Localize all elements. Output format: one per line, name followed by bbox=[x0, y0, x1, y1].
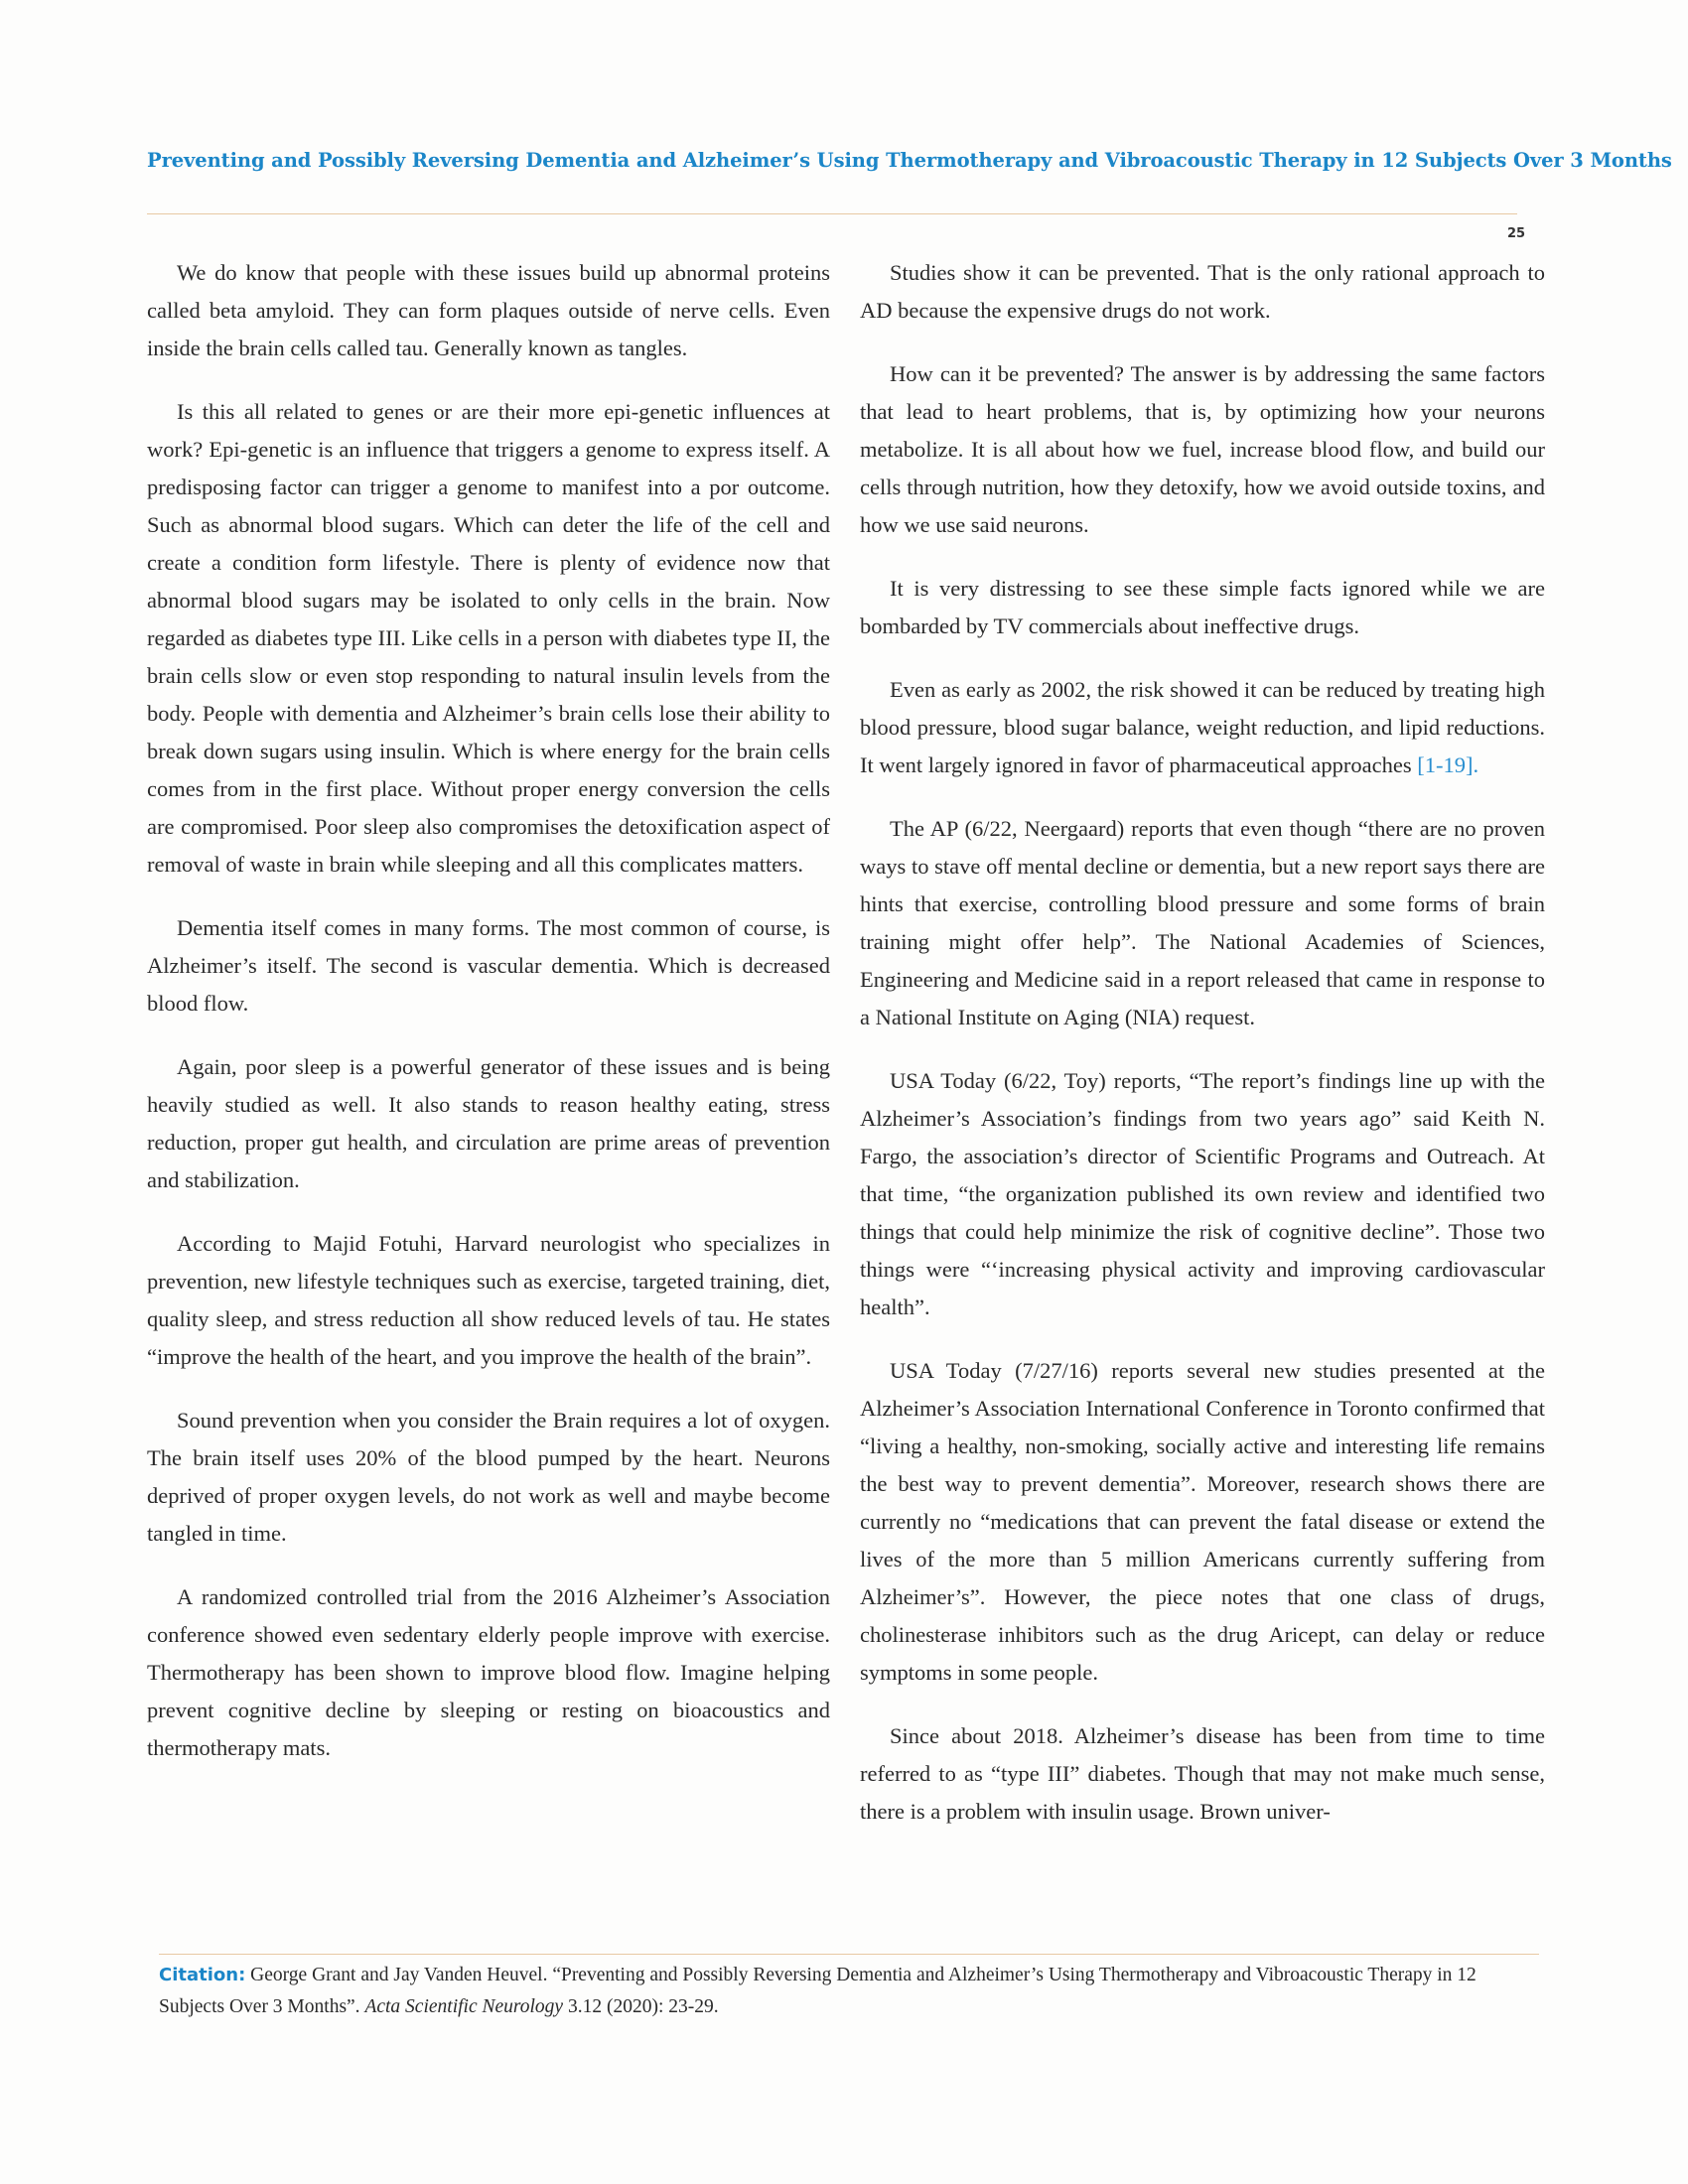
citation-text: George Grant and Jay Vanden Heuvel. “Preventing and Possibly Reversing Dementia and Alzheimer’s Using Thermotherapy and Vibroacoustic Therapy in 12 Subjects Over 3 Months”. bbox=[159, 1965, 1477, 2017]
reference-link[interactable]: [1-19]. bbox=[1417, 752, 1479, 777]
right-column bbox=[860, 254, 1545, 1856]
body-paragraph: USA Today (7/27/16) reports several new studies presented at the Alzheimer’s Association International Conference in Toronto confirmed that “living a healthy, non-smoking, socially active and interesting life remains the best way to prevent dementia”. Moreover, research shows there are currently no “medications that can prevent the fatal disease or extend the lives of the more than 5 million Americans currently suffering from Alzheimer’s”. However, the piece notes that one class of drugs, cholinesterase inhibitors such as the drug Aricept, can delay or reduce symptoms in some people. bbox=[860, 1358, 1545, 1685]
body-paragraph: Studies show it can be prevented. That is the only rational approach to AD because the expensive drugs do not work. bbox=[860, 260, 1545, 323]
body-paragraph: It is very distressing to see these simple facts ignored while we are bombarded by TV commercials about ineffective drugs. bbox=[860, 576, 1545, 638]
citation bbox=[159, 1960, 1539, 2023]
running-header-title: Preventing and Possibly Reversing Dementia and Alzheimer’s Using Thermotherapy and Vibroacoustic Therapy in 12 Subjects Over 3 Months bbox=[147, 149, 1672, 172]
header-divider bbox=[147, 213, 1517, 214]
paragraph-text: Even as early as 2002, the risk showed it can be reduced by treating high blood pressure, blood sugar balance, weight reduction, and lipid reductions. It went largely ignored in favor of pharmaceutical approaches bbox=[860, 677, 1545, 777]
body-paragraph bbox=[860, 671, 1545, 784]
body-paragraph: A randomized controlled trial from the 2016 Alzheimer’s Association conference showed even sedentary elderly people improve with exercise. Thermotherapy has been shown to improve blood flow. Imagine helping prevent cognitive decline by sleeping or resting on bioacoustics and thermotherapy mats. bbox=[147, 1584, 830, 1760]
body-paragraph: How can it be prevented? The answer is by addressing the same factors that lead to heart problems, that is, by optimizing how your neurons metabolize. It is all about how we fuel, increase blood flow, and build our cells through nutrition, how they detoxify, how we avoid outside toxins, and how we use said neurons. bbox=[860, 361, 1545, 537]
body-paragraph: Since about 2018. Alzheimer’s disease has been from time to time referred to as “type III” diabetes. Though that may not make much sense, there is a problem with insulin usage. Brown univer- bbox=[860, 1723, 1545, 1824]
body-paragraph: Again, poor sleep is a powerful generator of these issues and is being heavily studied as well. It also stands to reason healthy eating, stress reduction, proper gut health, and circulation are prime areas of prevention and stabilization. bbox=[147, 1054, 830, 1192]
citation-details: 3.12 (2020): 23-29. bbox=[563, 1996, 719, 2017]
citation-journal: Acta Scientific Neurology bbox=[364, 1996, 564, 2017]
body-paragraph: Is this all related to genes or are their more epi-genetic influences at work? Epi-genetic is an influence that triggers a genome to express itself. A predisposing factor can trigger a genome to manifest into a por outcome. Such as abnormal blood sugars. Which can deter the life of the cell and create a condition form lifestyle. There is plenty of evidence now that abnormal blood sugars may be isolated to only cells in the brain. Now regarded as diabetes type III. Like cells in a person with diabetes type II, the brain cells slow or even stop responding to natural insulin levels from the body. People with dementia and Alzheimer’s brain cells lose their ability to break down sugars using insulin. Which is where energy for the brain cells comes from in the first place. Without proper energy conversion the cells are compromised. Poor sleep also compromises the detoxification aspect of removal of waste in brain while sleeping and all this complicates matters. bbox=[147, 399, 830, 877]
body-paragraph: The AP (6/22, Neergaard) reports that even though “there are no proven ways to stave off mental decline or dementia, but a new report says there are hints that exercise, controlling blood pressure and some forms of brain training might offer help”. The National Academies of Sciences, Engineering and Medicine said in a report released that came in response to a National Institute on Aging (NIA) request. bbox=[860, 816, 1545, 1029]
body-paragraph: Sound prevention when you consider the Brain requires a lot of oxygen. The brain itself uses 20% of the blood pumped by the heart. Neurons deprived of proper oxygen levels, do not work as well and maybe become tangled in time. bbox=[147, 1408, 830, 1546]
footer-divider bbox=[159, 1954, 1539, 1955]
page-number: 25 bbox=[1507, 226, 1526, 241]
body-paragraph: USA Today (6/22, Toy) reports, “The report’s findings line up with the Alzheimer’s Association’s findings from two years ago” said Keith N. Fargo, the association’s director of Scientific Programs and Outreach. At that time, “the organization published its own review and identified two things that could help minimize the risk of cognitive decline”. Those two things were “‘increasing physical activity and improving cardiovascular health”. bbox=[860, 1068, 1545, 1319]
left-column bbox=[147, 254, 830, 1793]
citation-label: Citation: bbox=[159, 1965, 246, 1985]
body-paragraph: We do know that people with these issues build up abnormal proteins called beta amyloid. They can form plaques outside of nerve cells. Even inside the brain cells called tau. Generally known as tangles. bbox=[147, 260, 830, 360]
body-paragraph: According to Majid Fotuhi, Harvard neurologist who specializes in prevention, new lifestyle techniques such as exercise, targeted training, diet, quality sleep, and stress reduction all show reduced levels of tau. He states “improve the health of the heart, and you improve the health of the brain”. bbox=[147, 1231, 830, 1369]
body-paragraph: Dementia itself comes in many forms. The most common of course, is Alzheimer’s itself. The second is vascular dementia. Which is decreased blood flow. bbox=[147, 915, 830, 1016]
